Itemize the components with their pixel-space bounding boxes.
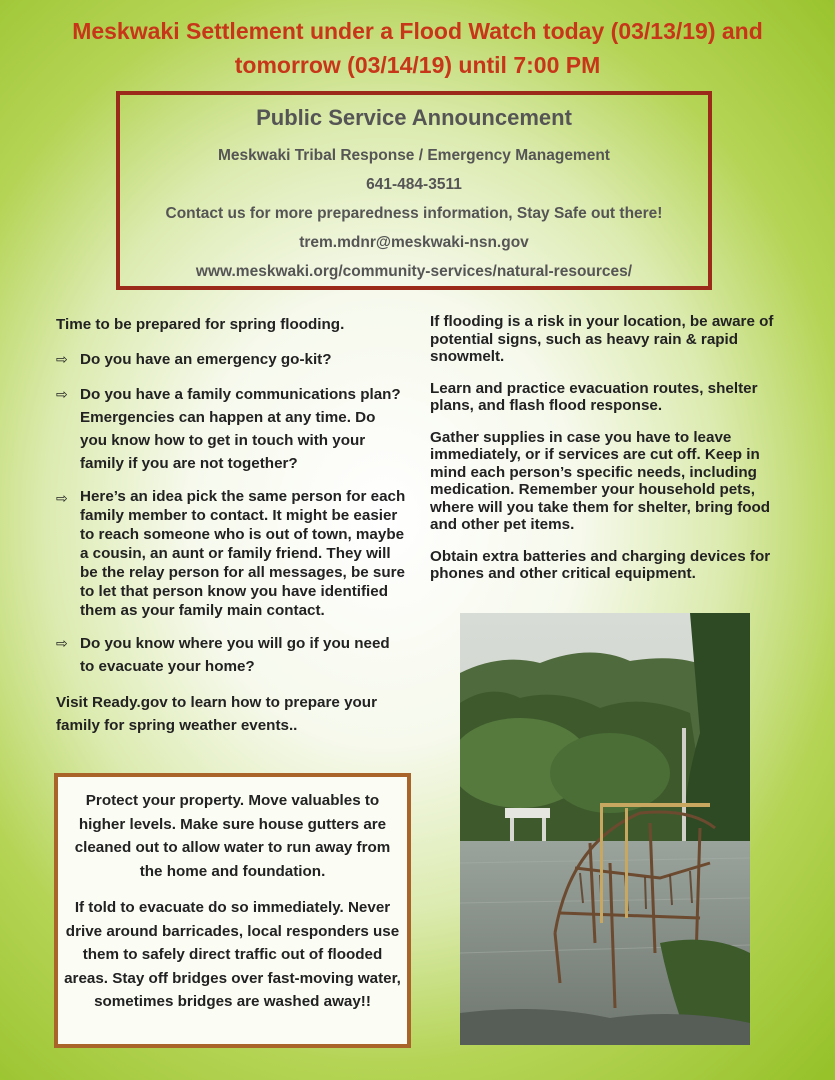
headline (0, 14, 835, 82)
psa-heading: Public Service Announcement (256, 105, 572, 130)
evacuate-tip: If told to evacuate do so immediately. Never drive around barricades, local responders use them to safely direct traffic out of flooded areas. Stay off bridges over fast-moving water, sometimes bridges are washed away!! (64, 899, 401, 1010)
right-column (430, 313, 790, 597)
intro-text: Time to be prepared for spring flooding. (56, 316, 345, 333)
flood-photo (460, 613, 750, 1045)
headline-line1: Meskwaki Settlement under a Flood Watch today (03/13/19) and (72, 18, 763, 44)
arrow-bullet-icon: ⇨ (56, 635, 68, 651)
arrow-bullet-icon: ⇨ (56, 490, 68, 506)
paragraph: If flooding is a risk in your location, be aware of potential signs, such as heavy rain & rapid snowmelt. (430, 313, 774, 365)
psa-box (116, 91, 712, 290)
psa-organization: Meskwaki Tribal Response / Emergency Management (218, 147, 610, 164)
bullet-item (56, 487, 406, 620)
bullet-text: Do you have an emergency go-kit? (80, 351, 332, 368)
headline-line2: tomorrow (03/14/19) until 7:00 PM (234, 52, 601, 78)
bullet-text: Do you have a family communications plan? Emergencies can happen at any time. Do you know how to get in touch with your family if you are not together? (80, 386, 401, 472)
psa-website-link[interactable]: www.meskwaki.org/community-services/natural-resources/ (195, 263, 633, 280)
paragraph: Gather supplies in case you have to leave immediately, or if services are cut off. Keep in mind each person’s specific needs, including medication. Remember your household pets, where will you take them for shelter, bring food and other pet items. (430, 428, 771, 533)
property-tips-box (54, 773, 411, 1048)
bullet-item (56, 348, 406, 371)
bullet-text: Do you know where you will go if you need to evacuate your home? (80, 635, 390, 675)
psa-email-link[interactable]: trem.mdnr@meskwaki-nsn.gov (299, 234, 529, 251)
bullet-item (56, 632, 406, 678)
ready-gov-text: Visit Ready.gov to learn how to prepare your family for spring weather events.. (56, 694, 377, 734)
arrow-bullet-icon: ⇨ (56, 386, 68, 402)
flood-photo-image (460, 613, 750, 1045)
paragraph: Obtain extra batteries and charging devices for phones and other critical equipment. (430, 547, 771, 582)
arrow-bullet-icon: ⇨ (56, 351, 68, 367)
bullet-text: Here’s an idea pick the same person for each family member to contact. It might be easier to reach someone who is out of town, maybe a cousin, an aunt or family friend. They will be the relay person for all messages, be sure to let that person know you have identified them as your family main contact. (80, 488, 406, 619)
bullet-item (56, 383, 406, 475)
property-tip: Protect your property. Move valuables to higher levels. Make sure house gutters are cleaned out to allow water to run away from the home and foundation. (74, 792, 391, 880)
left-column (56, 313, 406, 737)
paragraph: Learn and practice evacuation routes, shelter plans, and flash flood response. (430, 379, 758, 414)
psa-contact: Contact us for more preparedness information, Stay Safe out there! (165, 205, 663, 222)
psa-phone[interactable]: 641-484-3511 (366, 176, 462, 193)
